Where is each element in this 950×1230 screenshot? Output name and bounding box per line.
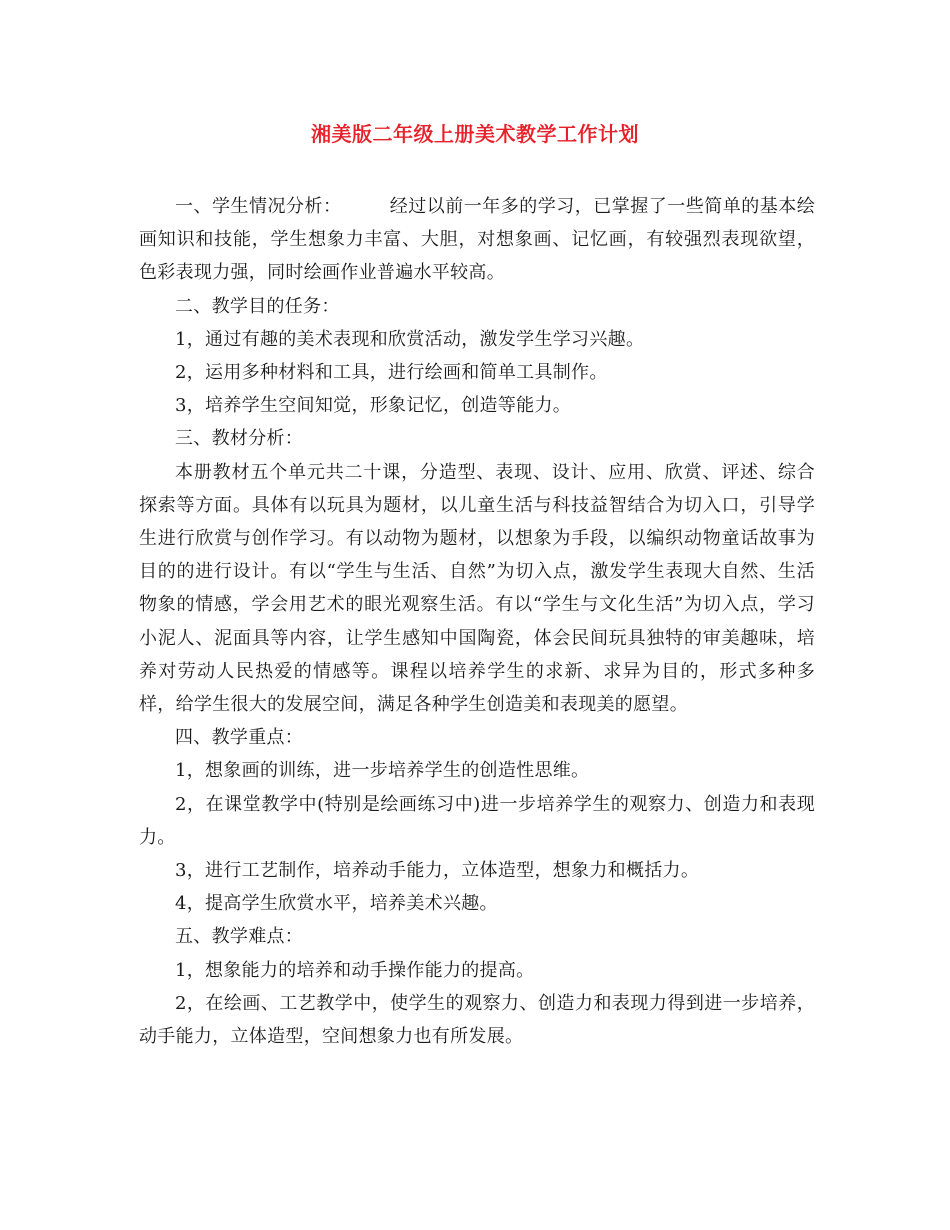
section-1-paragraph (139, 190, 815, 290)
section-4-item-1: 1，想象画的训练，进一步培养学生的创造性思维。 (175, 760, 590, 782)
section-4-item-4: 4，提高学生欣赏水平，培养美术兴趣。 (175, 893, 498, 915)
section-5-item-2: 2，在绘画、工艺教学中，使学生的观察力、创造力和表现力得到进一步培养，动手能力，立体造型，空间想象力也有所发展。 (139, 992, 815, 1048)
section-4-heading: 四、教学重点： (175, 727, 304, 749)
section-2-item-2: 2，运用多种材料和工具，进行绘画和简单工具制作。 (175, 362, 608, 384)
section-1-text: 经过以前一年多的学习，已掌握了一些简单的基本绘画知识和技能，学生想象力丰富、大胆，对想象画、记忆画，有较强烈表现欲望，色彩表现力强，同时绘画作业普遍水平较高。 (139, 196, 815, 284)
section-1-heading: 一、学生情况分析： (175, 196, 342, 217)
section-4-item-3: 3，进行工艺制作，培养动手能力，立体造型，想象力和概括力。 (175, 860, 700, 882)
document-body (139, 190, 815, 1053)
page-title: 湘美版二年级上册美术教学工作计划 (311, 122, 639, 146)
section-3-text: 本册教材五个单元共二十课，分造型、表现、设计、应用、欣赏、评述、综合探索等方面。具体有以玩具为题材，以儿童生活与科技益智结合为切入口，引导学生进行欣赏与创作学习。有以动物为题材，以想象为手段，以编织动物童话故事为目的的进行设计。有以“学生与生活、自然”为切入点，激发学生表现大自然、生活物象的情感，学会用艺术的眼光观察生活。有以“学生与文化生活”为切入点，学习小泥人、泥面具等内容，让学生感知中国陶瓷，体会民间玩具独特的审美趣味，培养对劳动人民热爱的情感等。课程以培养学生的求新、求异为目的，形式多种多样，给学生很大的发展空间，满足各种学生创造美和表现美的愿望。 (139, 461, 815, 716)
section-3-heading: 三、教材分析： (175, 428, 304, 450)
section-2-item-3: 3，培养学生空间知觉，形象记忆，创造等能力。 (175, 395, 572, 417)
section-5-item-1: 1，想象能力的培养和动手操作能力的提高。 (175, 959, 535, 981)
section-5-heading: 五、教学难点： (175, 926, 304, 948)
section-4-item-2: 2，在课堂教学中(特别是绘画练习中)进一步培养学生的观察力、创造力和表现力。 (139, 793, 815, 848)
section-2-heading: 二、教学目的任务： (175, 295, 340, 317)
section-2-item-1: 1，通过有趣的美术表现和欣赏活动，激发学生学习兴趣。 (175, 328, 645, 350)
